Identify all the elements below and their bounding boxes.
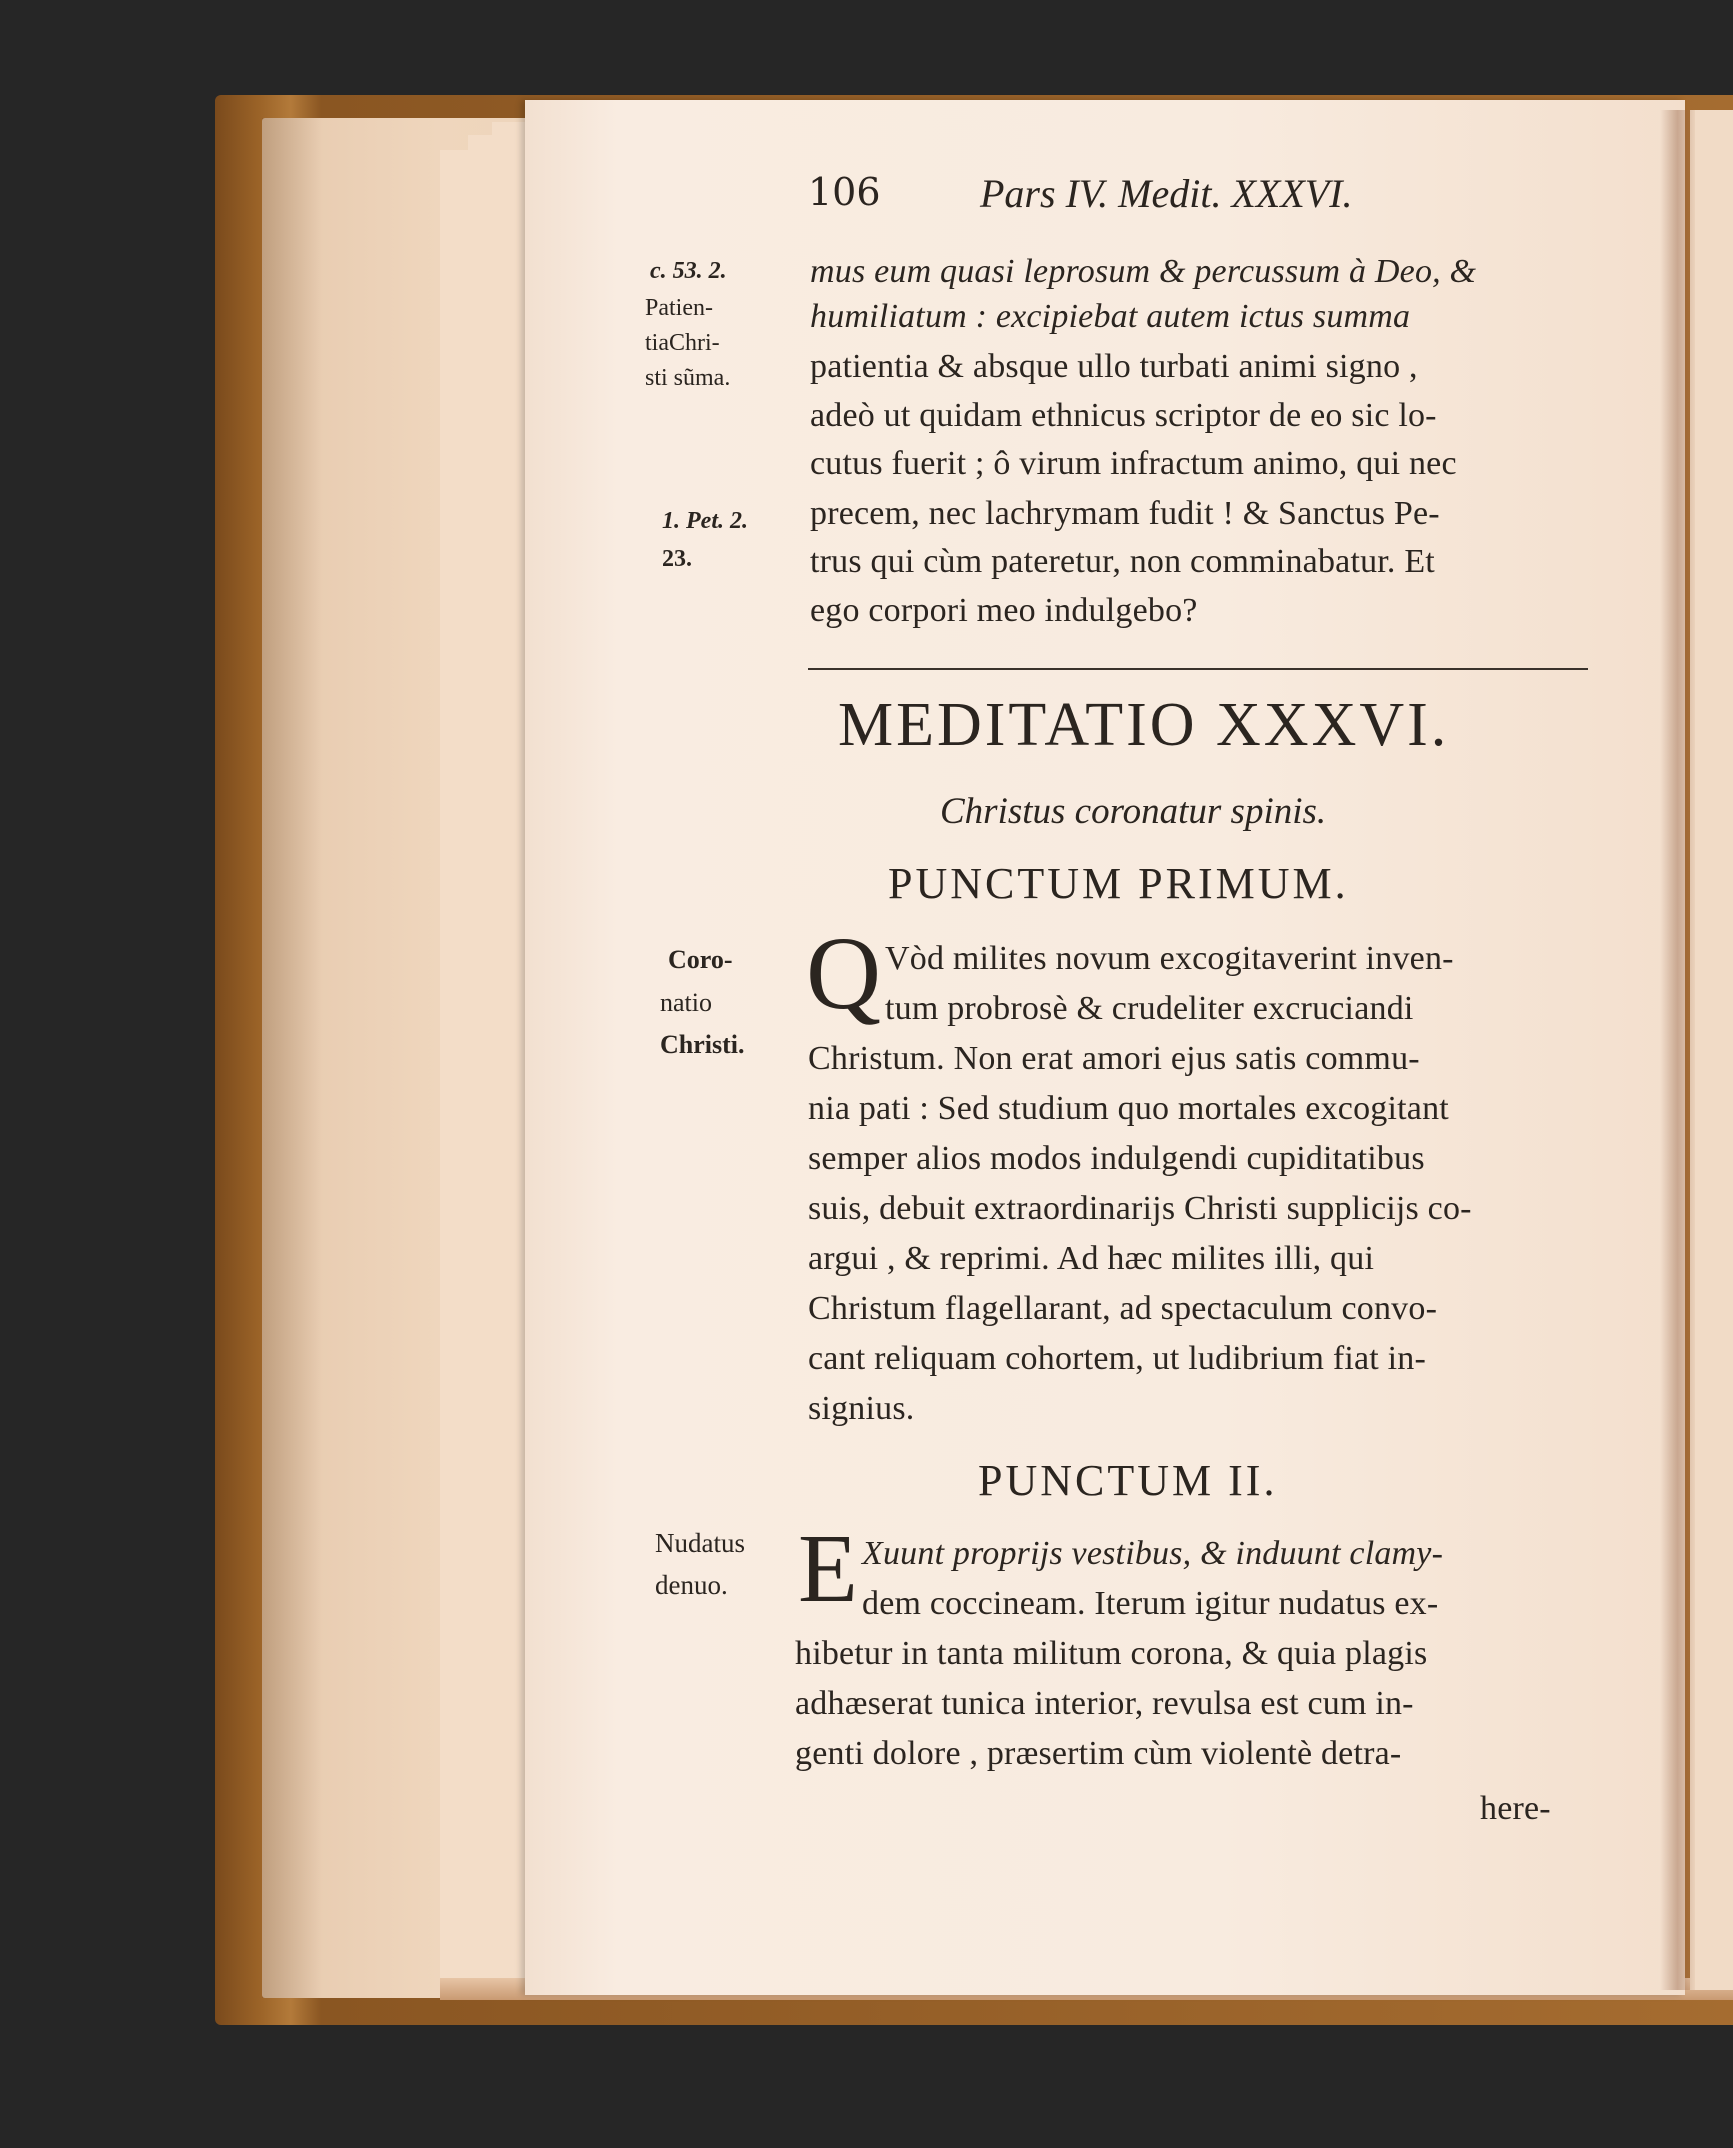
- text-line: cant reliquam cohortem, ut ludibrium fiat in-: [808, 1340, 1426, 1377]
- meditation-subtitle: Christus coronatur spinis.: [940, 791, 1327, 832]
- text-line: adhæserat tunica interior, revulsa est cum in-: [795, 1685, 1414, 1722]
- facing-page-edge: [1690, 110, 1733, 1990]
- margin-reference: c. 53. 2.: [650, 258, 727, 284]
- text-line: semper alios modos indulgendi cupiditatibus: [808, 1140, 1425, 1177]
- text-line: tum probrosè & crudeliter excruciandi: [885, 990, 1414, 1027]
- margin-note-line: Patien-: [645, 295, 713, 321]
- margin-note-line: tiaChri-: [645, 330, 720, 356]
- catchword: here-: [1480, 1790, 1551, 1827]
- text-line: [810, 298, 1410, 336]
- text-line: Christum flagellarant, ad spectaculum convo-: [808, 1290, 1438, 1327]
- margin-note-line: Christi.: [660, 1030, 745, 1059]
- text-line: genti dolore , præsertim cùm violentè detra-: [795, 1735, 1402, 1772]
- meditation-title: MEDITATIO XXXVI.: [838, 691, 1450, 759]
- margin-note-line: sti sũma.: [645, 365, 731, 391]
- text-line: mus eum quasi leprosum & percussum à Deo, &: [810, 253, 1477, 290]
- page-number: 106: [808, 170, 881, 214]
- text-line: Christum. Non erat amori ejus satis commu-: [808, 1040, 1420, 1077]
- text-line: dem coccineam. Iterum igitur nudatus ex-: [862, 1585, 1439, 1622]
- punctum-heading: PUNCTUM PRIMUM.: [888, 859, 1349, 908]
- text-line: suis, debuit extraordinarijs Christi supplicijs co-: [808, 1190, 1472, 1227]
- margin-note-line: Coro-: [668, 945, 733, 974]
- text-line: ego corpori meo indulgebo?: [810, 592, 1198, 629]
- punctum-heading: PUNCTUM II.: [978, 1456, 1278, 1505]
- gutter-shadow: [1660, 110, 1695, 1990]
- text-line: trus qui cùm pateretur, non comminabatur. Et: [810, 543, 1435, 580]
- text-line: adeò ut quidam ethnicus scriptor de eo sic lo-: [810, 397, 1437, 434]
- text-line: precem, nec lachrymam fudit ! & Sanctus Pe-: [810, 495, 1440, 532]
- text-line: signius.: [808, 1390, 915, 1427]
- section-rule: [808, 668, 1588, 670]
- margin-reference: 1. Pet. 2.: [662, 508, 748, 534]
- running-title: Pars IV. Medit. XXXVI.: [980, 171, 1353, 216]
- text-line: Vòd milites novum excogitaverint inven-: [885, 940, 1454, 977]
- margin-note-line: denuo.: [655, 1570, 728, 1600]
- text-line: nia pati : Sed studium quo mortales excogitant: [808, 1090, 1449, 1127]
- margin-note-line: Nudatus: [655, 1528, 745, 1558]
- text-line: Xuunt proprijs vestibus, & induunt clamy-: [862, 1535, 1444, 1572]
- text-line-italic: humiliatum : excipiebat autem ictus summa: [810, 298, 1411, 335]
- text-line: hibetur in tanta militum corona, & quia plagis: [795, 1635, 1428, 1672]
- drop-cap: E: [798, 1515, 858, 1623]
- text-line: patientia & absque ullo turbati animi signo ,: [810, 348, 1418, 385]
- margin-note-line: natio: [660, 988, 712, 1017]
- binding-shadow: [262, 118, 322, 1998]
- text-line: cutus fuerit ; ô virum infractum animo, qui nec: [810, 445, 1457, 482]
- text-line: argui , & reprimi. Ad hæc milites illi, qui: [808, 1240, 1375, 1277]
- drop-cap: Q: [806, 916, 882, 1031]
- margin-reference: 23.: [662, 546, 692, 572]
